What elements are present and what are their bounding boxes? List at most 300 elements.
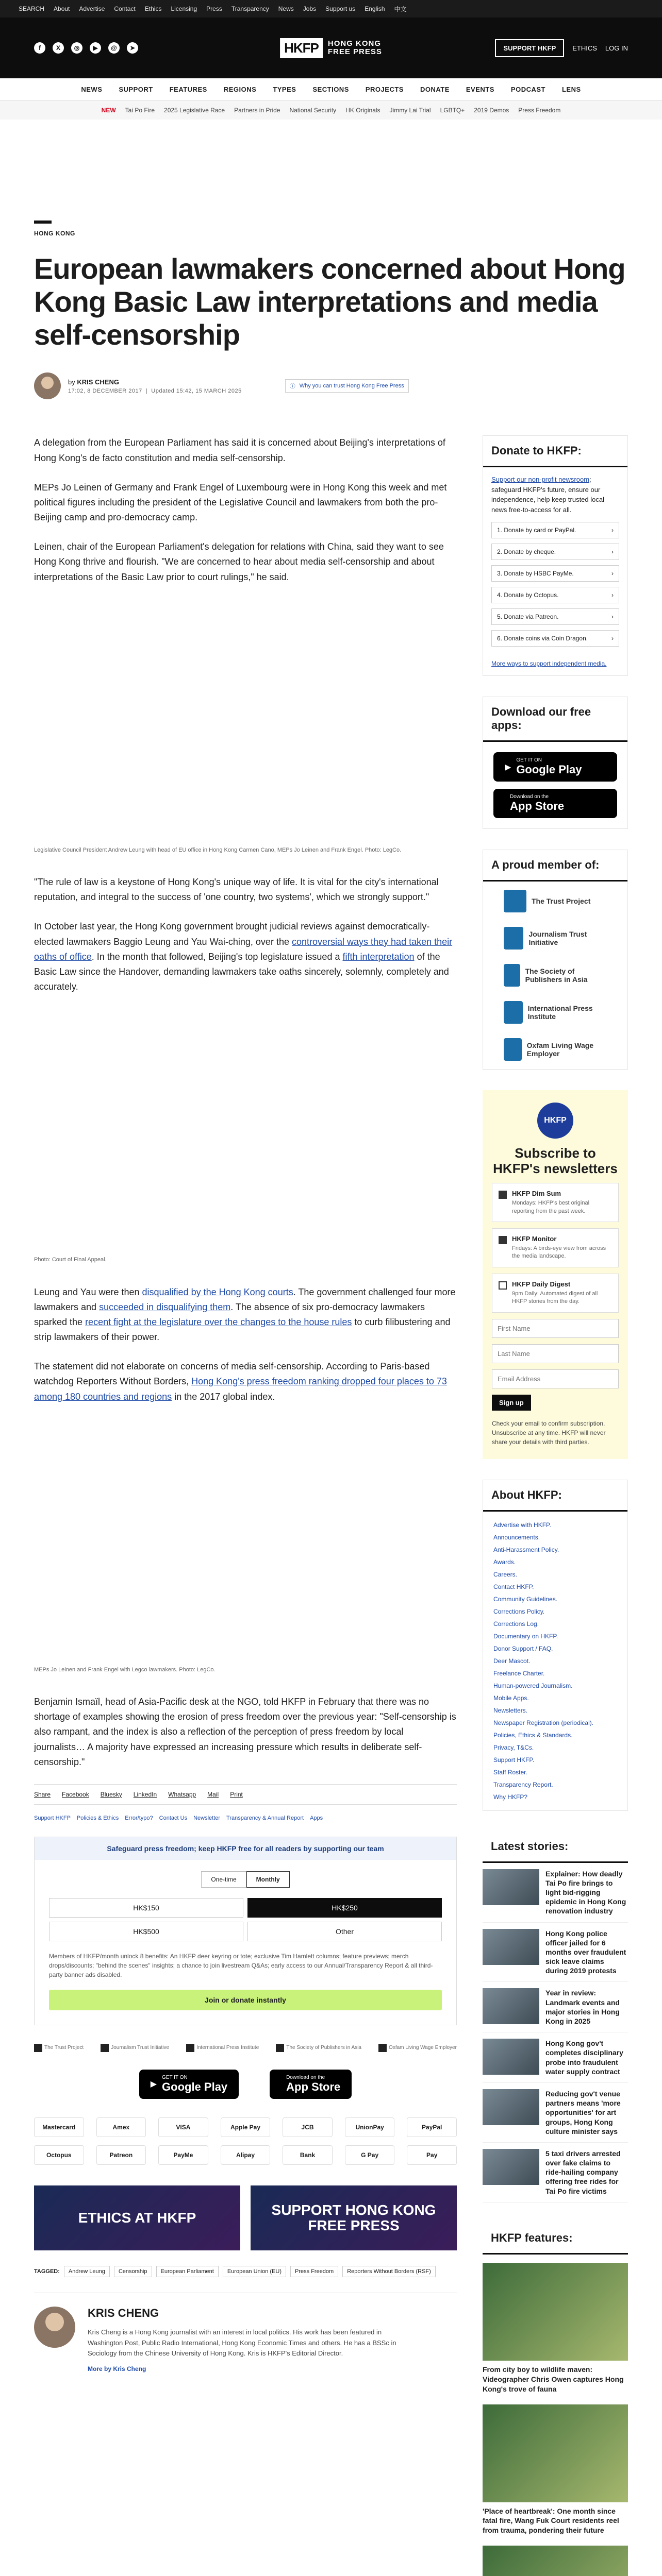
language-link[interactable]: English (365, 5, 385, 12)
option-title: HKFP Daily Digest (512, 1280, 571, 1288)
member-logo-label: The Trust Project (532, 897, 591, 906)
new-badge: NEW (101, 107, 116, 114)
app-store-button[interactable] (270, 2070, 352, 2099)
tag-link[interactable]: European Union (EU) (223, 2266, 286, 2277)
tag-link[interactable]: European Parliament (156, 2266, 219, 2277)
oath-link[interactable]: controversial ways they had taken their oaths of office (34, 936, 453, 962)
story-title[interactable]: 5 taxi drivers arrested over fake claims to ride-hailing company offering free rides for Tai Po fire victims (545, 2149, 621, 2195)
feature-story[interactable] (483, 2546, 628, 2576)
story-thumbnail[interactable] (483, 1988, 539, 2024)
nav-item[interactable]: DONATE (420, 86, 450, 93)
article-paragraph: "The rule of law is a keystone of Hong Kong's unique way of life. It is vital for the city's international reputation, and integral to the success of 'one country, two systems', which we strongly support." (34, 877, 439, 903)
article-paragraph: Benjamin Ismaïl, head of Asia-Pacific desk at the NGO, told HKFP in February that there was no shortage of examples showing the erosion of press freedom over the previous year: "Self-censorship is also rampant, and the index is also a reflection of the perception of press freedom by local journalists… A majority have expressed an increasing pressure which results in deliberate self-censorship." (34, 1697, 456, 1767)
donate-option-label: 2. Donate by cheque. (497, 548, 556, 556)
features-widget-title: HKFP features: (483, 2223, 628, 2255)
payment-method: Amex (96, 2117, 146, 2137)
top-link[interactable]: News (278, 5, 294, 12)
share-link[interactable]: Mail (207, 1790, 219, 1798)
article-photo-legco (34, 599, 457, 841)
last-name-input[interactable] (492, 1344, 619, 1363)
updated-date: Updated 15:42, 15 MARCH 2025 (151, 387, 242, 394)
donate-options (483, 522, 627, 660)
story-title[interactable]: Year in review: Landmark events and major stories in Hong Kong in 2025 (545, 1989, 620, 2026)
top-utility-bar (0, 0, 662, 18)
tier-option-other[interactable]: Other (247, 1922, 442, 1941)
subnav-item[interactable]: 2019 Demos (474, 107, 509, 114)
article-paragraph (34, 1285, 457, 1345)
ethics-video[interactable]: ETHICS AT HKFP (34, 2185, 240, 2250)
nav-item[interactable]: LENS (561, 86, 581, 93)
article-paragraph (34, 919, 457, 994)
support-hkfp-button[interactable]: SUPPORT HKFP (495, 39, 564, 57)
top-links (19, 5, 407, 13)
option-title: HKFP Dim Sum (512, 1190, 561, 1198)
ethics-link[interactable]: ETHICS (572, 44, 597, 52)
member-logo-icon (504, 927, 523, 950)
latest-story[interactable] (483, 2032, 628, 2083)
site-header (0, 18, 662, 78)
story-thumbnail[interactable] (483, 1869, 539, 1905)
facebook-icon[interactable]: f (34, 42, 45, 54)
about-item-label[interactable]: Newspaper Registration (periodical). (493, 1719, 594, 1726)
text-span: . The government challenged four more lawmakers and (34, 1286, 456, 1312)
more-ways-link[interactable] (483, 660, 627, 675)
share-link[interactable]: Print (230, 1790, 243, 1798)
gp-big-label: Google Play (162, 2080, 228, 2093)
checkbox-checked[interactable] (499, 1236, 507, 1244)
share-bar (34, 1784, 457, 1805)
photo-caption: MEPs Jo Leinen and Frank Engel with Legco lawmakers. Photo: LegCo. (34, 1666, 216, 1673)
trust-logo-label: Oxfam Living Wage Employer (389, 2045, 457, 2051)
donate-banner: Safeguard press freedom; keep HKFP free for all readers by supporting our team (35, 1837, 456, 1860)
trust-logo-label: The Society of Publishers in Asia (286, 2045, 361, 2051)
sidebar-app-store-button[interactable] (493, 789, 617, 818)
join-donate-button[interactable]: Join or donate instantly (49, 1990, 442, 2010)
nav-item[interactable]: SECTIONS (312, 86, 349, 93)
donate-option-label: 4. Donate by Octopus. (497, 591, 559, 599)
story-title[interactable]: Reducing gov't venue partners means 'more opportunities' for art groups, Hong Kong culture minister says (545, 2089, 621, 2136)
trust-logo-icon (34, 2044, 42, 2052)
tag-link[interactable]: Censorship (114, 2266, 152, 2277)
policy-link[interactable]: Transparency & Annual Report (226, 1815, 304, 1821)
language-link[interactable]: 中文 (394, 5, 407, 13)
site-logo[interactable] (280, 38, 382, 58)
text-span: In October last year, the Hong Kong government brought judicial reviews against democratically-elected lawmakers Baggio Leung and Yau Wai-ching, over the (34, 921, 430, 947)
about-item[interactable] (493, 1642, 617, 1655)
feature-title[interactable]: 'Place of heartbreak': One month since fatal fire, Wang Fuk Court residents reel from trauma, pondering their future (483, 2506, 619, 2535)
payment-method: Bank (283, 2145, 333, 2165)
donate-option[interactable] (491, 565, 619, 582)
nav-item[interactable]: EVENTS (466, 86, 494, 93)
about-item[interactable] (493, 1531, 617, 1544)
policy-link[interactable]: Error/typo? (125, 1815, 153, 1821)
chevron-right-icon: › (611, 527, 614, 534)
main-nav (0, 78, 662, 101)
member-logo-label: Oxfam Living Wage Employer (526, 1041, 594, 1058)
about-item[interactable] (493, 1568, 617, 1581)
trust-logo[interactable] (34, 2044, 84, 2052)
support-video[interactable]: SUPPORT HONG KONG FREE PRESS (251, 2185, 457, 2250)
text-span: Leung and Yau were then (34, 1286, 142, 1297)
article-photo-court (34, 1009, 457, 1251)
gp-small-label: GET IT ON (162, 2074, 188, 2080)
newsletter-title: Subscribe to HKFP's newsletters (493, 1145, 618, 1177)
tier-option[interactable]: HK$500 (49, 1922, 243, 1941)
trust-logos-row (34, 2044, 457, 2052)
about-item[interactable] (493, 1741, 617, 1754)
about-item-label[interactable]: Careers. (493, 1570, 518, 1578)
member-logo[interactable] (504, 1038, 607, 1061)
about-list (483, 1512, 627, 1810)
donate-option[interactable] (491, 630, 619, 647)
byline (34, 372, 628, 399)
interpretation-link[interactable]: fifth interpretation (342, 951, 415, 962)
member-logo-label: International Press Institute (527, 1004, 593, 1021)
byline-author (68, 378, 242, 386)
app-store-buttons (34, 2070, 457, 2099)
published-date: 17:02, 8 DECEMBER 2017 (68, 387, 142, 394)
text-span: to curb filibustering and strip lawmakers of their power. (34, 1316, 451, 1343)
trust-logo-icon (378, 2044, 387, 2052)
chevron-right-icon: › (611, 613, 614, 621)
tags-label: TAGGED: (34, 2268, 60, 2275)
story-thumbnail[interactable] (483, 1929, 539, 1965)
top-link[interactable]: Press (206, 5, 222, 12)
feature-story[interactable] (483, 2404, 628, 2536)
author-avatar[interactable] (34, 372, 61, 399)
newsletter-note: Check your email to confirm subscription. Unsubscribe at any time. HKFP will never share your details with third parties. (492, 1419, 606, 1446)
gp-big-label: Google Play (516, 763, 582, 776)
about-item[interactable] (493, 1766, 617, 1778)
top-link[interactable]: Advertise (79, 5, 105, 12)
text-span: in the 2017 global index. (172, 1391, 275, 1402)
about-item-label[interactable]: Documentary on HKFP. (493, 1632, 558, 1640)
trust-logo-label: International Press Institute (196, 2045, 259, 2051)
policy-link[interactable]: Apps (310, 1815, 323, 1821)
telegram-icon[interactable]: ➤ (127, 42, 138, 54)
more-ways-text[interactable]: More ways to support independent media. (491, 660, 607, 668)
text-span: of the Basic Law since the Handover, demanding lawmakers take oaths sincerely, solemnly, completely and accurately. (34, 951, 449, 992)
chevron-right-icon: › (611, 548, 614, 556)
member-logo-label: Journalism Trust Initiative (528, 930, 587, 947)
about-item[interactable] (493, 1667, 617, 1680)
nav-item[interactable]: PODCAST (510, 86, 545, 93)
feature-image[interactable] (483, 2404, 628, 2502)
nav-item[interactable]: FEATURES (169, 86, 207, 93)
chevron-right-icon: › (611, 635, 614, 642)
trust-logo-icon (276, 2044, 284, 2052)
subnav-item[interactable]: LGBTQ+ (440, 107, 465, 114)
checkbox-unchecked[interactable] (499, 1281, 507, 1290)
about-item-label[interactable]: Anti-Harassment Policy. (493, 1546, 559, 1553)
policy-link[interactable]: Policies & Ethics (76, 1815, 119, 1821)
story-thumbnail[interactable] (483, 2089, 539, 2125)
top-link[interactable]: Jobs (303, 5, 317, 12)
about-item-label[interactable]: Advertise with HKFP. (493, 1521, 551, 1529)
payment-method: Octopus (34, 2145, 84, 2165)
share-link[interactable]: Share (34, 1790, 51, 1798)
about-item-label[interactable]: Freelance Charter. (493, 1669, 545, 1677)
author-link[interactable]: KRIS CHENG (77, 378, 119, 386)
donate-widget-text (483, 467, 627, 522)
sidebar-google-play-button[interactable] (493, 752, 617, 782)
instagram-icon[interactable]: ◎ (71, 42, 82, 54)
google-play-icon: ▶ (150, 2080, 157, 2089)
about-item[interactable] (493, 1605, 617, 1618)
about-item-label[interactable]: Transparency Report. (493, 1781, 553, 1788)
feature-image[interactable] (483, 2546, 628, 2576)
top-link[interactable]: About (54, 5, 70, 12)
story-title[interactable]: Explainer: How deadly Tai Po fire brings to light bid-rigging epidemic in Hong Kong renovation industry (545, 1869, 626, 1916)
top-link[interactable]: SEARCH (19, 5, 45, 12)
member-logo[interactable] (504, 1001, 607, 1024)
login-link[interactable]: LOG IN (605, 44, 628, 52)
share-link[interactable]: LinkedIn (133, 1790, 157, 1798)
payment-method: G Pay (345, 2145, 395, 2165)
share-link[interactable]: Bluesky (100, 1790, 122, 1798)
about-item[interactable] (493, 1581, 617, 1593)
article-title: European lawmakers concerned about Hong Kong Basic Law interpretations and media self-censorship (34, 252, 625, 351)
donate-option[interactable] (491, 587, 619, 603)
newsletter-option[interactable] (492, 1274, 619, 1313)
option-desc: Fridays: A birds-eye view from across the media landscape. (512, 1245, 606, 1260)
about-item-label[interactable]: Support HKFP. (493, 1756, 535, 1764)
more-by-author-link[interactable]: More by Kris Cheng (88, 2365, 146, 2373)
latest-story[interactable] (483, 1923, 628, 1982)
nav-item[interactable]: SUPPORT (119, 86, 153, 93)
tag-link[interactable]: Press Freedom (290, 2266, 338, 2277)
email-input[interactable] (492, 1369, 619, 1388)
about-item[interactable] (493, 1791, 617, 1803)
share-link[interactable]: Facebook (62, 1790, 89, 1798)
about-item[interactable] (493, 1754, 617, 1766)
press-freedom-link[interactable]: Hong Kong's press freedom ranking dropped four places to 73 among 180 countries and regions (34, 1376, 447, 1402)
about-item[interactable] (493, 1704, 617, 1717)
article-category[interactable]: HONG KONG (34, 230, 75, 237)
about-item-label[interactable]: Corrections Log. (493, 1620, 539, 1628)
social-links (34, 42, 138, 54)
about-item[interactable] (493, 1556, 617, 1568)
disqualified-link[interactable]: disqualified by the Hong Kong courts (142, 1286, 293, 1297)
disqualifying-link[interactable]: succeeded in disqualifying them (99, 1301, 231, 1312)
about-item-label[interactable]: Donor Support / FAQ. (493, 1645, 553, 1652)
about-item-label[interactable]: Contact HKFP. (493, 1583, 534, 1590)
option-desc: Mondays: HKFP's best original reporting from the past week. (512, 1200, 590, 1214)
member-logo[interactable] (504, 964, 607, 987)
donate-option[interactable] (491, 522, 619, 538)
promo-videos (34, 2185, 457, 2250)
monthly-toggle[interactable]: Monthly (246, 1871, 290, 1888)
about-item[interactable] (493, 1729, 617, 1741)
member-widget (483, 850, 628, 1070)
about-item[interactable] (493, 1519, 617, 1531)
latest-story[interactable] (483, 2083, 628, 2143)
google-play-icon: ▶ (505, 762, 511, 772)
top-link[interactable]: Support us (325, 5, 356, 12)
subnav-item[interactable]: Jimmy Lai Trial (389, 107, 431, 114)
trust-logo[interactable] (378, 2044, 457, 2052)
share-link[interactable]: Whatsapp (168, 1790, 196, 1798)
payment-method: JCB (283, 2117, 333, 2137)
about-item[interactable] (493, 1680, 617, 1692)
member-logo-icon (504, 1038, 522, 1061)
about-item-label[interactable]: Policies, Ethics & Standards. (493, 1731, 573, 1739)
trust-logo-label: The Trust Project (44, 2045, 84, 2051)
latest-widget (483, 1832, 628, 2202)
payment-method: Apple Pay (221, 2117, 271, 2137)
donate-option[interactable] (491, 544, 619, 560)
top-link[interactable]: Transparency (231, 5, 269, 12)
subnav-item[interactable]: Partners in Pride (234, 107, 280, 114)
tag-link[interactable]: Andrew Leung (64, 2266, 110, 2277)
subnav-item[interactable]: National Security (289, 107, 337, 114)
about-item-label[interactable]: Announcements. (493, 1533, 540, 1541)
nonprofit-link[interactable]: Support our non-profit newsroom (491, 476, 590, 484)
policy-link[interactable]: Newsletter (193, 1815, 221, 1821)
trust-logo-icon (186, 2044, 194, 2052)
newsletter-option[interactable] (492, 1183, 619, 1222)
trust-link[interactable] (285, 379, 409, 393)
about-item-label[interactable]: Community Guidelines. (493, 1595, 558, 1603)
feature-image[interactable] (483, 2263, 628, 2361)
feature-title[interactable]: From city boy to wildlife maven: Videographer Chris Owen captures Hong Kong's trove of fauna (483, 2365, 624, 2393)
payment-methods (34, 2117, 457, 2165)
frequency-toggle (35, 1871, 456, 1888)
donate-text: ; safeguard HKFP's future, ensure our independence, help keep trusted local news free-to-access for all. (491, 476, 604, 514)
nav-item[interactable]: TYPES (273, 86, 296, 93)
story-title[interactable]: Hong Kong police officer jailed for 6 months over fraudulent sick leave claims during 2019 protests (545, 1929, 626, 1975)
article-paragraph: A delegation from the European Parliament has said it is concerned about Beijing's interpretations of Hong Kong's de facto constitution and media self-censorship. (34, 437, 445, 463)
latest-widget-title: Latest stories: (483, 1832, 628, 1863)
gp-small-label: GET IT ON (516, 757, 542, 764)
about-item[interactable] (493, 1717, 617, 1729)
donation-tiers (35, 1888, 456, 1941)
payment-method: Pay (407, 2145, 457, 2165)
donate-option[interactable] (491, 608, 619, 625)
about-item[interactable] (493, 1655, 617, 1667)
tier-option-selected[interactable]: HK$250 (247, 1898, 442, 1918)
about-item[interactable] (493, 1692, 617, 1704)
nav-item[interactable]: NEWS (81, 86, 103, 93)
top-link[interactable]: Ethics (144, 5, 162, 12)
author-box-bio: Kris Cheng is a Hong Kong journalist with an interest in local politics. His work has been featured in Washington Post, Public Radio International, Hong Kong Economic Times and others. He has a BSSc in Sociology from the Chinese University of Hong Kong. Kris is HKFP's Editorial Director. (88, 2328, 396, 2358)
about-item-label[interactable]: Human-powered Journalism. (493, 1682, 573, 1689)
text-span: . In the month that followed, Beijing's top legislature issued a (91, 951, 343, 962)
trust-logo-icon (101, 2044, 109, 2052)
apps-widget (483, 697, 628, 829)
trust-logo[interactable] (101, 2044, 169, 2052)
feature-story[interactable] (483, 2263, 628, 2394)
article-paragraph: Leinen, chair of the European Parliament's delegation for relations with China, said they want to see Hong Kong thrive and flourish. "We are concerned to hear about media self-censorship and about interpretations of the Basic Law prior to court rulings," he said. (34, 541, 444, 582)
about-item-label[interactable]: Awards. (493, 1558, 516, 1566)
payment-method: UnionPay (345, 2117, 395, 2137)
about-item-label[interactable]: Why HKFP? (493, 1793, 528, 1801)
about-item-label[interactable]: Mobile Apps. (493, 1694, 529, 1702)
about-item[interactable] (493, 1618, 617, 1630)
newsletter-widget (483, 1090, 628, 1459)
trust-logo[interactable] (186, 2044, 259, 2052)
house-rules-link[interactable]: recent fight at the legislature over the changes to the house rules (85, 1316, 352, 1327)
subnav-item[interactable]: Press Freedom (518, 107, 561, 114)
byline-prefix: by (68, 378, 75, 386)
latest-story[interactable] (483, 1982, 628, 2032)
about-item[interactable] (493, 1778, 617, 1791)
logo-line-1: HONG KONG (327, 39, 382, 48)
policy-link[interactable]: Support HKFP (34, 1815, 71, 1821)
story-thumbnail[interactable] (483, 2039, 539, 2075)
about-item[interactable] (493, 1593, 617, 1605)
top-link[interactable]: Contact (114, 5, 136, 12)
tier-option[interactable]: HK$150 (49, 1898, 243, 1918)
latest-story[interactable] (483, 1863, 628, 1923)
tag-link[interactable]: Reporters Without Borders (RSF) (342, 2266, 436, 2277)
payment-method: VISA (158, 2117, 208, 2137)
option-title: HKFP Monitor (512, 1235, 557, 1243)
subnav-item[interactable]: HK Originals (345, 107, 380, 114)
chevron-right-icon: › (611, 570, 614, 578)
youtube-icon[interactable]: ▶ (90, 42, 101, 54)
about-item-label[interactable]: Privacy, T&Cs. (493, 1743, 534, 1751)
subnav-item[interactable]: Tai Po Fire (125, 107, 155, 114)
article-paragraph (34, 1359, 457, 1404)
latest-list (483, 1863, 628, 2202)
article-tags (34, 2266, 457, 2277)
about-item-label[interactable]: Deer Mascot. (493, 1657, 531, 1665)
trust-logo[interactable] (276, 2044, 361, 2052)
payment-method: Mastercard (34, 2117, 84, 2137)
donate-panel (34, 1837, 457, 2025)
donate-widget (483, 435, 628, 676)
google-play-button[interactable] (139, 2070, 239, 2099)
newsletter-option[interactable] (492, 1228, 619, 1267)
author-box-avatar[interactable] (34, 2307, 75, 2348)
about-item[interactable] (493, 1544, 617, 1556)
about-item-label[interactable]: Corrections Policy. (493, 1607, 545, 1615)
payment-method: PayPal (407, 2117, 457, 2137)
logo-wordmark (328, 40, 382, 56)
author-box-name[interactable]: KRIS CHENG (88, 2306, 159, 2319)
about-item[interactable] (493, 1630, 617, 1642)
member-logo[interactable] (504, 927, 607, 950)
article-dates: 17:02, 8 DECEMBER 2017 | Updated 15:42, 15 MARCH 2025 (68, 387, 242, 394)
apps-buttons (483, 742, 627, 828)
policy-link[interactable]: Contact Us (159, 1815, 188, 1821)
subnav-item[interactable]: 2025 Legislative Race (164, 107, 225, 114)
story-thumbnail[interactable] (483, 2149, 539, 2185)
chevron-right-icon: › (611, 591, 614, 599)
threads-icon[interactable]: @ (108, 42, 120, 54)
features-list (483, 2263, 628, 2576)
payment-method: PayMe (158, 2145, 208, 2165)
donate-widget-title: Donate to HKFP: (483, 436, 627, 467)
nav-item[interactable]: PROJECTS (365, 86, 404, 93)
about-item-label[interactable]: Newsletters. (493, 1706, 528, 1714)
sub-nav (0, 101, 662, 120)
checkbox-checked[interactable] (499, 1191, 507, 1199)
about-item-label[interactable]: Staff Roster. (493, 1768, 527, 1776)
x-icon[interactable]: X (53, 42, 64, 54)
member-logo[interactable] (504, 890, 607, 912)
nav-item[interactable]: REGIONS (223, 86, 257, 93)
first-name-input[interactable] (492, 1319, 619, 1338)
latest-story[interactable] (483, 2143, 628, 2202)
top-link[interactable]: Licensing (171, 5, 197, 12)
trust-logo-label: Journalism Trust Initiative (111, 2045, 170, 2051)
signup-button[interactable]: Sign up (492, 1395, 531, 1411)
one-time-toggle[interactable]: One-time (201, 1871, 246, 1888)
story-title[interactable]: Hong Kong gov't completes disciplinary probe into fraudulent water supply contract (545, 2039, 623, 2076)
info-icon: ⓘ (289, 383, 295, 390)
